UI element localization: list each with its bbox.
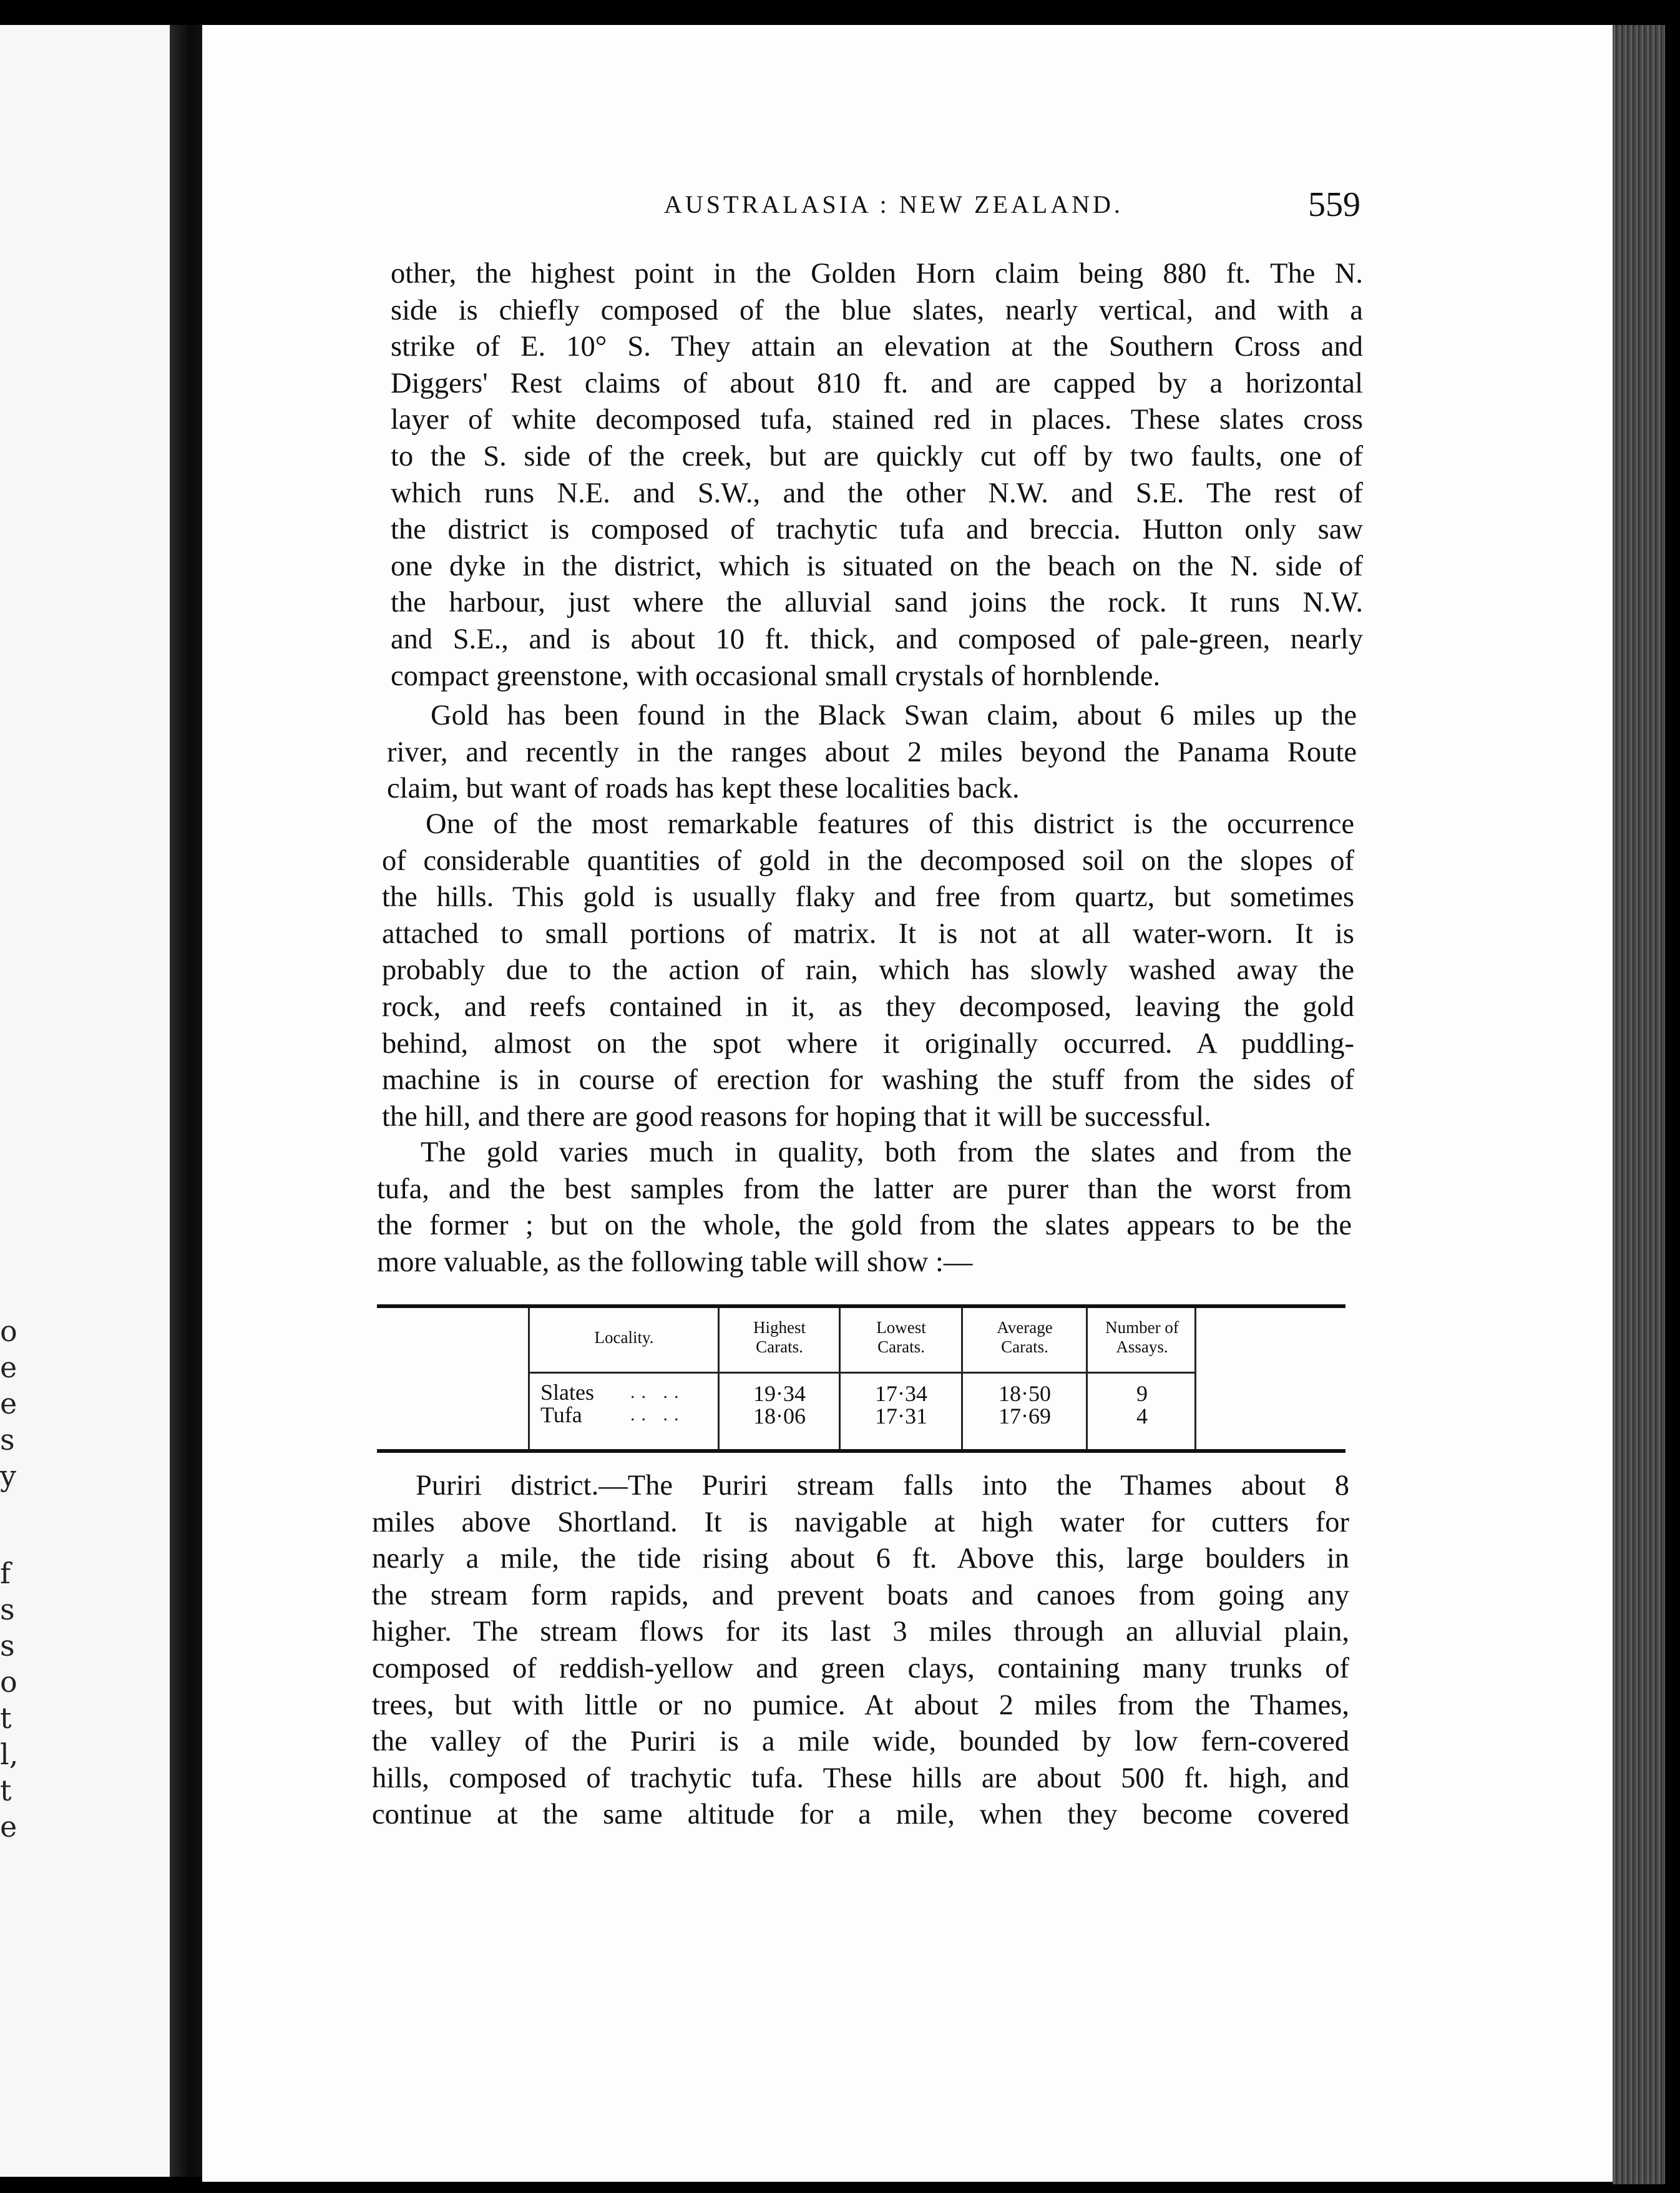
running-head: AUSTRALASIA : NEW ZEALAND.	[664, 190, 1123, 218]
edge-letter: o	[0, 1314, 17, 1348]
text-line: and S.E., and is about 10 ft. thick, and composed of pale-green, nearly	[391, 623, 1363, 655]
text-line: higher. The stream flows for its last 3 miles through an alluvial plain,	[372, 1616, 1349, 1648]
table-header-text: Lowest	[876, 1318, 926, 1337]
table-column-rule	[1086, 1308, 1088, 1449]
table-top-rule	[377, 1304, 1345, 1308]
table-header-text: Highest	[753, 1318, 806, 1337]
text-line: One of the most remarkable features of this district is the occurrence	[426, 808, 1354, 840]
table-cell-assays: 9	[1136, 1381, 1148, 1406]
text-line: tufa, and the best samples from the latter are purer than the worst from	[377, 1173, 1352, 1205]
edge-letter: e	[0, 1810, 17, 1844]
text-line: composed of reddish-yellow and green clays, containing many trunks of	[372, 1652, 1349, 1684]
text-line: attached to small portions of matrix. It is not at all water-worn. It is	[382, 917, 1354, 950]
table-header-text: Average	[997, 1318, 1053, 1337]
text-line: the hills. This gold is usually flaky and free from quartz, but sometimes	[382, 881, 1354, 914]
table-bottom-rule	[377, 1449, 1345, 1453]
table-header-lowest	[841, 1318, 961, 1357]
edge-letter: s	[0, 1593, 15, 1626]
text-line: The gold varies much in quality, both from the slates and from the	[421, 1136, 1352, 1168]
edge-letter: s	[0, 1423, 15, 1457]
table-cell-average: 17·69	[999, 1404, 1051, 1429]
page-stack-edge	[1613, 25, 1665, 2184]
book-gutter	[170, 25, 202, 2177]
previous-page-edge	[0, 25, 170, 2177]
text-line: compact greenstone, with occasional small crystals of hornblende.	[391, 660, 1161, 692]
text-line: behind, almost on the spot where it originally occurred. A puddling-	[382, 1027, 1354, 1060]
table-cell-highest: 19·34	[753, 1381, 806, 1406]
edge-letter: e	[0, 1387, 17, 1420]
table-column-rule	[839, 1308, 841, 1449]
table-header-text: Carats.	[1001, 1337, 1048, 1356]
edge-letter: l,	[0, 1737, 19, 1771]
text-line: nearly a mile, the tide rising about 6 ft. Above this, large boulders in	[372, 1543, 1349, 1575]
text-line: to the S. side of the creek, but are quickly cut off by two faults, one of	[391, 440, 1363, 472]
text-line: river, and recently in the ranges about 2 miles beyond the Panama Route	[387, 736, 1357, 768]
text-line: hills, composed of trachytic tufa. These hills are about 500 ft. high, and	[372, 1762, 1349, 1794]
text-line: rock, and reefs contained in it, as they decomposed, leaving the gold	[382, 990, 1354, 1023]
table-header-assays	[1088, 1318, 1196, 1357]
table-column-rule	[718, 1308, 720, 1449]
table-header-text: Carats.	[756, 1337, 803, 1356]
table-header-text: Carats.	[877, 1337, 925, 1356]
text-line: probably due to the action of rain, which has slowly washed away the	[382, 954, 1354, 987]
text-line: Gold has been found in the Black Swan claim, about 6 miles up the	[431, 700, 1357, 731]
table-header-locality: Locality.	[594, 1328, 654, 1347]
edge-letter: t	[0, 1701, 12, 1735]
paragraph-1	[391, 256, 1363, 695]
text-line: Puriri district.—The Puriri stream falls into the Thames about 8	[416, 1470, 1349, 1502]
table-header-text: Assays.	[1116, 1337, 1168, 1356]
table-column-rule	[961, 1308, 963, 1449]
text-line: side is chiefly composed of the blue slates, nearly vertical, and with a	[391, 294, 1363, 326]
text-line: continue at the same altitude for a mile, when they become covered	[372, 1799, 1349, 1831]
text-line: layer of white decomposed tufa, stained red in places. These slates cross	[391, 404, 1363, 436]
table-header-text: Number of	[1105, 1318, 1179, 1337]
table-cell-average: 18·50	[999, 1381, 1051, 1406]
table-cell-lowest: 17·31	[875, 1404, 927, 1429]
page-number: 559	[1308, 185, 1360, 224]
text-line: the hill, and there are good reasons for hoping that it will be successful.	[382, 1100, 1211, 1133]
edge-letter: e	[0, 1350, 17, 1384]
table-header-highest	[720, 1318, 839, 1357]
paragraph-4	[377, 1135, 1352, 1281]
text-line: machine is in course of erection for washing the stuff from the sides of	[382, 1064, 1354, 1096]
text-line: which runs N.E. and S.W., and the other N.W. and S.E. The rest of	[391, 477, 1363, 509]
table-leader-dots: .. ..	[630, 1382, 685, 1402]
table-cell-locality: Slates	[540, 1380, 594, 1405]
table-header-average	[964, 1318, 1086, 1357]
table-cell-highest: 18·06	[753, 1404, 806, 1429]
text-line: the former ; but on the whole, the gold from the slates appears to be the	[377, 1209, 1352, 1242]
text-line: the district is composed of trachytic tufa and breccia. Hutton only saw	[391, 514, 1363, 546]
text-line: the valley of the Puriri is a mile wide, bounded by low fern-covered	[372, 1726, 1349, 1758]
edge-letter: t	[0, 1774, 12, 1807]
text-line: other, the highest point in the Golden Horn claim being 880 ft. The N.	[391, 258, 1363, 290]
edge-letter: o	[0, 1665, 17, 1699]
edge-letter: f	[0, 1556, 11, 1590]
table-column-rule	[528, 1308, 530, 1449]
text-line: more valuable, as the following table will show :—	[377, 1246, 973, 1278]
paragraph-3	[382, 806, 1354, 1135]
text-line: the stream form rapids, and prevent boats and canoes from going any	[372, 1579, 1349, 1611]
edge-letter: s	[0, 1629, 15, 1663]
text-line: Diggers' Rest claims of about 810 ft. and are capped by a horizontal	[391, 367, 1363, 399]
table-cell-locality: Tufa	[540, 1402, 582, 1427]
paragraph-5	[372, 1468, 1349, 1834]
text-line: one dyke in the district, which is situated on the beach on the N. side of	[391, 550, 1363, 582]
text-line: of considerable quantities of gold in the decomposed soil on the slopes of	[382, 844, 1354, 877]
table-cell-assays: 4	[1136, 1404, 1148, 1429]
table-cell-lowest: 17·34	[875, 1381, 927, 1406]
text-line: miles above Shortland. It is navigable at high water for cutters for	[372, 1506, 1349, 1538]
text-line: strike of E. 10° S. They attain an elevation at the Southern Cross and	[391, 331, 1363, 363]
text-line: claim, but want of roads has kept these localities back.	[387, 773, 1020, 805]
table-leader-dots: .. ..	[630, 1404, 685, 1425]
paragraph-2	[387, 698, 1357, 808]
text-line: trees, but with little or no pumice. At about 2 miles from the Thames,	[372, 1689, 1349, 1721]
text-line: the harbour, just where the alluvial sand joins the rock. It runs N.W.	[391, 587, 1363, 619]
table-header-rule	[528, 1372, 1196, 1374]
edge-letter: y	[0, 1459, 16, 1493]
